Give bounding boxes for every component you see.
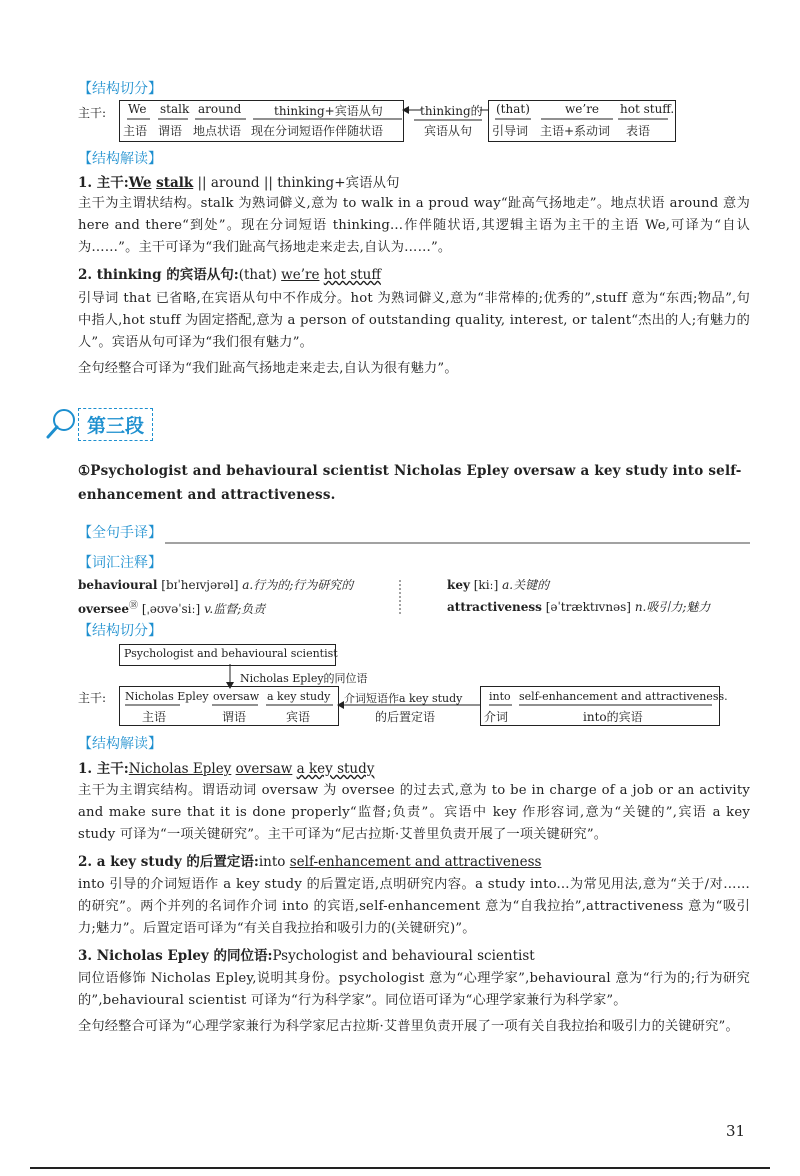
prep-label-obj: into的宾语 [583,710,643,724]
s1-p2-title: 2. thinking 的宾语从句:(that) we’re hot stuff [78,267,381,283]
vocab-item-key: key [kiː] a.关键的 [447,578,550,592]
mid-label: 宾语从句 [424,124,473,138]
box1-we: We [128,102,147,116]
heading-structure-1: 【结构切分】 [78,81,162,97]
mid-thinking: thinking的 [420,104,483,118]
box1-thinking: thinking+宾语从句 [274,104,383,118]
appositive-text: Psychologist and behavioural scientist [124,647,338,660]
s1-p3-body: 全句经整合可译为“我们趾高气扬地走来走去,自认为很有魅力”。 [78,361,458,376]
vocab-item-attractiveness: attractiveness [əˈtræktɪvnəs] n.吸引力;魅力 [447,600,711,614]
box2-label-intro: 引导词 [492,124,529,138]
main-verb: oversaw [213,690,260,703]
s2-p4-body: 全句经整合可译为“心理学家兼行为科学家尼古拉斯·艾普里负责开展了一项有关自我拉抬和吸引力的关键研究”。 [78,1019,739,1034]
mid2-top: 介词短语作a key study [344,692,463,705]
heading-reading-2: 【结构解读】 [78,736,162,752]
prep-obj: self-enhancement and attractiveness. [519,690,728,703]
main-label-obj: 宾语 [286,710,311,724]
heading-vocab: 【词汇注释】 [78,555,162,571]
prep-into: into [489,690,511,703]
main-obj: a key study [267,690,331,703]
s2-p3-body: 同位语修饰 Nicholas Epley,说明其身份。psychologist 意为“心理学家”,behavioural 意为“行为的;行为研究的”,behavioural scientist 可译为“行为科学家”。同位语可译为“心理学家兼行为科学家”。 [78,971,750,1008]
box1-stalk: stalk [160,102,190,116]
s1-p1-body: 主干为主谓状结构。stalk 为熟词僻义,意为 to walk in a proud way“趾高气扬地走”。地点状语 around 意为 here and there“到处”。现在分词短语 thinking...作伴随状语,其逻辑主语为主干的主语 We,可译为“自认为……”。主干可译为“我们趾高气扬地走来走去,自认为……”。 [78,196,750,255]
box2-were: we’re [565,102,600,116]
s1-p1-title: 1. 主干:We stalk || around || thinking+宾语从句 [78,175,400,191]
main-subj: Nicholas Epley [125,690,209,703]
heading-translate: 【全句手译】 [78,525,162,541]
box1-around: around [198,102,242,116]
box2-hot: hot stuff. [620,102,675,116]
main-label-subj: 主语 [142,710,167,724]
box2-that: (that) [496,102,530,116]
zhugan-label-1: 主干: [78,106,107,120]
s1-p2-body: 引导词 that 已省略,在宾语从句中不作成分。hot 为熟词僻义,意为“非常棒的;优秀的”,stuff 意为“东西;物品”,句中指人,hot stuff 为固定搭配,意为 a person of outstanding quality, interest, or talent“杰出的人;有魅力的人”。宾语从句可译为“我们很有魅力”。 [78,291,750,350]
page-number: 31 [726,1122,746,1140]
mid2-bottom: 的后置定语 [375,710,436,724]
s2-sentence: ①Psychologist and behavioural scientist Nicholas Epley oversaw a key study into self-enhancement and attractiveness. [78,463,742,503]
s2-p3-title: 3. Nicholas Epley 的同位语:Psychologist and behavioural scientist [78,948,535,964]
section-title: 第三段 [78,408,153,441]
main-label-verb: 谓语 [222,710,247,724]
heading-structure-2: 【结构切分】 [78,623,162,639]
box1-label-subj: 主语 [123,124,148,138]
box1-label-adv: 地点状语 [193,124,242,138]
s2-p2-body: into 引导的介词短语作 a key study 的后置定语,点明研究内容。a study into...为常见用法,意为“关于/对……的研究”。两个并列的名词作介词 into 的宾语,self-enhancement 意为“自我拉抬”,attractiveness 意为“吸引力;魅力”。后置定语可译为“有关自我拉抬和吸引力的(关键研究)”。 [78,877,750,936]
magnifier-icon [44,406,78,440]
vocab-item-behavioural: behavioural [bɪˈheɪvjərəl] a.行为的;行为研究的 [78,578,354,592]
vocab-item-oversee: oversee⑱ [ˌəʊvəˈsiː] v.监督;负责 [78,601,266,616]
s2-p1-title: 1. 主干:Nicholas Epley oversaw a key study [78,761,375,777]
heading-reading-1: 【结构解读】 [78,151,162,167]
box1-label-pred: 谓语 [158,124,183,138]
s2-p2-title: 2. a key study 的后置定语:into self-enhancement and attractiveness [78,854,542,870]
zhugan-label-2: 主干: [78,691,107,705]
box1-label-part: 现在分词短语作伴随状语 [251,124,384,138]
appositive-label: Nicholas Epley的同位语 [240,672,368,685]
s2-p1-body: 主干为主谓宾结构。谓语动词 oversaw 为 oversee 的过去式,意为 to be in charge of a job or an activity and make sure that it is done properly“监督;负责”。宾语中 key 作形容词,意为“关键的”,宾语 a key study 可译为“一项关键研究”。主干可译为“尼古拉斯·艾普里负责开展了一项关键研究”。 [78,783,750,842]
prep-label-prep: 介词 [484,710,509,724]
box2-label-pred: 表语 [626,124,651,138]
box2-label-subjverb: 主语+系动词 [540,124,611,138]
